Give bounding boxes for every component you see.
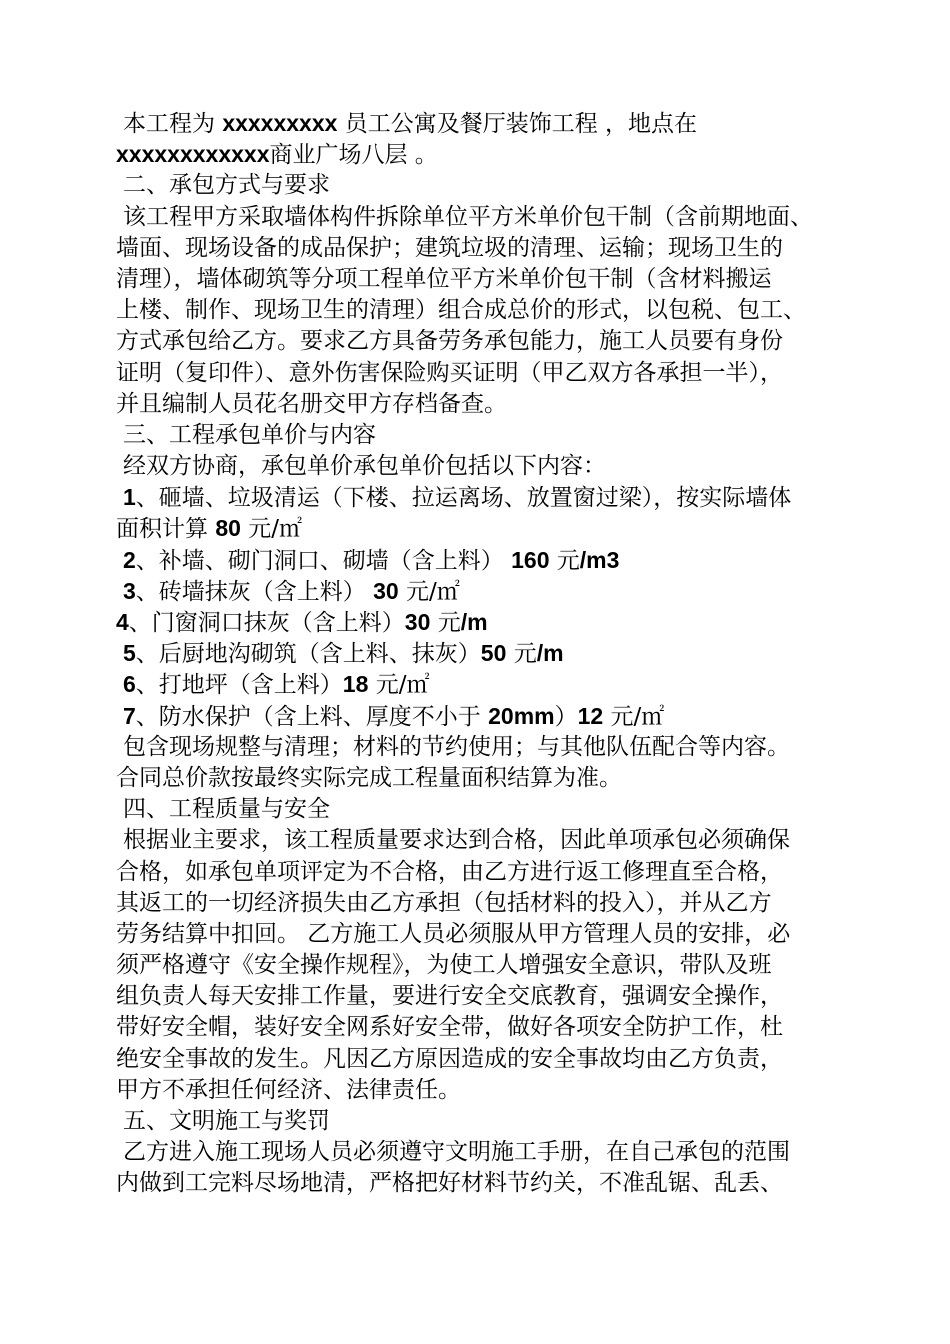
item-price: 160 <box>511 546 550 573</box>
item-unit: 元/㎡ <box>603 703 665 730</box>
paragraph-line: 合同总价款按最终实际完成工程量面积结算为准。 <box>116 764 622 791</box>
document-body <box>116 108 876 1200</box>
item-number: 3 <box>123 577 136 604</box>
item-number: 2 <box>123 546 136 573</box>
section-heading: 二、承包方式与要求 <box>123 172 330 199</box>
paragraph-line: 清理），墙体砌筑等分项工程单位平方米单价包干制（含材料搬运 <box>116 265 772 292</box>
item-number: 6 <box>123 671 136 698</box>
item-unit-suffix: /m <box>460 609 488 635</box>
section-heading: 四、工程质量与安全 <box>123 796 330 823</box>
item-price: 80 <box>215 515 241 542</box>
paragraph-line: 带好安全帽，装好安全网系好安全带，做好各项安全防护工作，杜 <box>116 1014 783 1041</box>
item-text: 、后厨地沟砌筑（含上料、抹灰） <box>135 641 481 668</box>
item-text: 、门窗洞口抹灰（含上料） <box>128 610 405 636</box>
paragraph-line <box>116 108 876 139</box>
paragraph-line: 其返工的一切经济损失由乙方承担（包括材料的投入），并从乙方 <box>116 889 772 916</box>
item-unit: 元/㎡ <box>368 672 430 699</box>
paragraph-line: 劳务结算中扣回。 乙方施工人员必须服从甲方管理人员的安排，必 <box>116 920 791 947</box>
price-item <box>116 701 876 732</box>
price-item <box>116 576 876 607</box>
item-text: 、补墙、砌门洞口、砌墙（含上料） <box>135 547 512 574</box>
item-unit: 元/㎡ <box>240 516 302 543</box>
item-price: 50 <box>480 640 507 667</box>
paragraph-line: 合格，如承包单项评定为不合格，由乙方进行返工修理直至合格， <box>116 858 783 885</box>
item-unit: 元/㎡ <box>398 578 460 605</box>
item-number: 5 <box>123 640 136 667</box>
text-run: 员工公寓及餐厅装饰工程 ，地点在 <box>337 111 698 137</box>
item-text: 、打地坪（含上料） <box>135 672 343 699</box>
price-item-continued <box>116 513 876 544</box>
paragraph-line: 甲方不承担任何经济、法律责任。 <box>116 1076 461 1103</box>
paragraph-line: 根据业主要求，该工程质量要求达到合格，因此单项承包必须确保 <box>123 827 790 854</box>
price-item <box>116 638 876 669</box>
price-item <box>116 607 876 638</box>
item-text: ） <box>554 703 578 730</box>
item-number: 7 <box>123 702 136 729</box>
item-text: 、砸墙、垃圾清运（下楼、拉运离场、放置窗过梁），按实际墙体 <box>135 485 792 512</box>
item-price: 30 <box>373 577 399 604</box>
paragraph-line: 证明（复印件）、意外伤害保险购买证明（甲乙双方各承担一半）， <box>116 359 783 386</box>
paragraph-line: 经双方协商，承包单价承包单价包括以下内容： <box>123 453 606 480</box>
price-item <box>116 482 876 513</box>
item-unit: 元 <box>506 641 537 668</box>
paragraph-line: 内做到工完料尽场地清，严格把好材料节约关，不准乱锯、乱丢、 <box>116 1170 783 1197</box>
section-heading: 五、文明施工与奖罚 <box>123 1108 330 1134</box>
paragraph-line: 并且编制人员花名册交甲方存档备查。 <box>116 390 507 417</box>
paragraph-line: 乙方进入施工现场人员必须遵守文明施工手册，在自己承包的范围 <box>123 1139 790 1166</box>
item-text: 、砖墙抹灰（含上料） <box>135 578 374 605</box>
paragraph-line: 墙面、现场设备的成品保护；建筑垃圾的清理、运输；现场卫生的 <box>116 234 783 261</box>
placeholder-project-name: xxxxxxxxx <box>222 110 338 136</box>
item-thickness: 20mm <box>488 702 555 729</box>
placeholder-location: xxxxxxxxxxxx <box>116 141 270 168</box>
item-unit: 元 <box>430 610 461 636</box>
item-unit-suffix: /m3 <box>579 546 620 573</box>
text-run: 本工程为 <box>123 111 223 137</box>
text-run: 商业广场八层 。 <box>269 142 438 169</box>
item-unit: 元 <box>549 547 580 574</box>
item-price: 30 <box>404 609 431 635</box>
paragraph-line: 须严格遵守《安全操作规程》，为使工人增强安全意识，带队及班 <box>116 952 772 979</box>
item-price: 18 <box>342 671 369 698</box>
paragraph-line: 上楼、制作、现场卫生的清理）组合成总价的形式，以包税、包工、 <box>116 297 806 324</box>
item-text: 、防水保护（含上料、厚度不小于 <box>135 703 489 730</box>
price-item <box>116 545 876 576</box>
paragraph-line: 绝安全事故的发生。凡因乙方原因造成的安全事故均由乙方负责， <box>116 1045 783 1072</box>
item-unit-suffix: /m <box>536 640 564 667</box>
price-item <box>116 669 876 700</box>
paragraph-line <box>116 139 876 170</box>
paragraph-line: 方式承包给乙方。要求乙方具备劳务承包能力，施工人员要有身份 <box>116 328 783 355</box>
item-number: 1 <box>123 484 136 511</box>
paragraph-line: 该工程甲方采取墙体构件拆除单位平方米单价包干制（含前期地面、 <box>123 203 813 230</box>
paragraph-line: 组负责人每天安排工作量，要进行安全交底教育，强调安全操作， <box>116 983 783 1010</box>
item-text: 面积计算 <box>116 516 216 543</box>
item-price: 12 <box>577 702 604 729</box>
item-number: 4 <box>116 609 129 635</box>
section-heading: 三、工程承包单价与内容 <box>123 421 376 448</box>
paragraph-line: 包含现场规整与清理；材料的节约使用；与其他队伍配合等内容。 <box>123 733 790 760</box>
